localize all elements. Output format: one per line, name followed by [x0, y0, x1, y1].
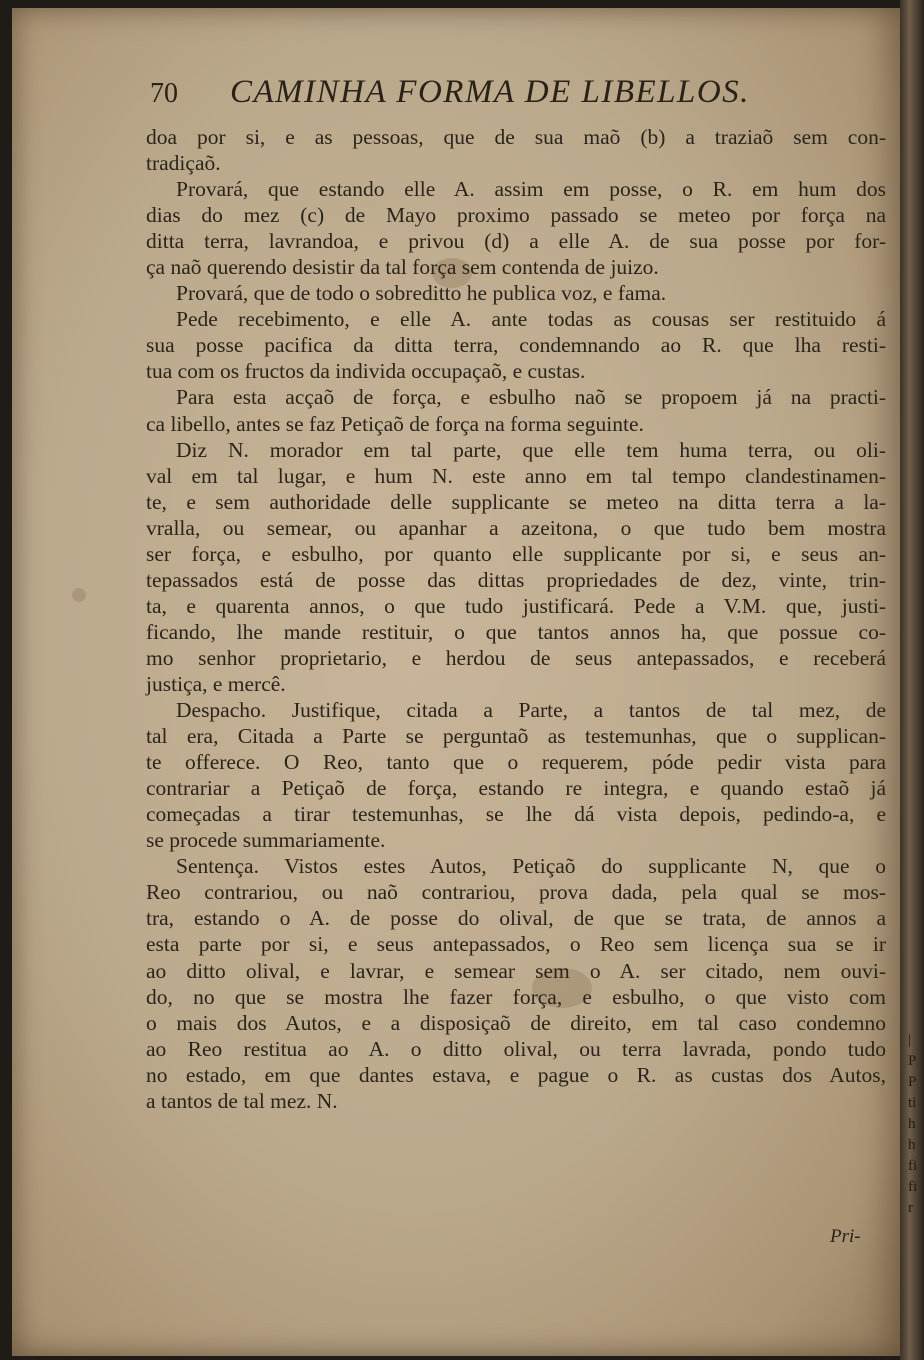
next-page-glyph: fi	[908, 1179, 918, 1195]
text-line: te offerece. O Reo, tanto que o requerem, póde pedir vista para	[146, 750, 886, 775]
text-line: começadas a tirar testemunhas, se lhe dá vista depois, pedindo-a, e	[146, 802, 886, 827]
text-line: se procede summariamente.	[146, 828, 386, 853]
page-header	[150, 74, 870, 118]
next-page-glyph: h	[908, 1137, 916, 1153]
text-line: a tantos de tal mez. N.	[146, 1088, 338, 1113]
text-line: tra, estando o A. de posse do olival, de que se trata, de annos a	[146, 906, 886, 931]
text-line: ficando, lhe mande restituir, o que tantos annos ha, que possue co-	[146, 619, 886, 644]
next-page-glyph: |	[908, 1032, 912, 1048]
text-line: te, e sem authoridade delle supplicante se meteo na ditta terra a la-	[146, 489, 886, 514]
next-page-glyph: P	[908, 1053, 917, 1069]
next-page-glyph: fi	[908, 1158, 918, 1174]
text-line: Reo contrariou, ou naõ contrariou, prova dada, pela qual se mos-	[146, 880, 886, 905]
text-line: Pede recebimento, e elle A. ante todas as cousas ser restituido á	[176, 307, 886, 332]
text-line: dias do mez (c) de Mayo proximo passado se meteo por força na	[146, 203, 886, 228]
text-line: Provará, que estando elle A. assim em posse, o R. em hum dos	[176, 177, 886, 202]
next-page-fragment	[908, 1030, 924, 1230]
next-page-glyph: ti	[908, 1095, 917, 1111]
running-title: CAMINHA FORMA DE LIBELLOS.	[230, 74, 750, 110]
text-line: Sentença. Vistos estes Autos, Petiçaõ do supplicante N, que o	[176, 854, 886, 879]
text-line: doa por si, e as pessoas, que de sua maõ (b) a traziaõ sem con-	[146, 125, 886, 149]
text-line: ta, e quarenta annos, o que tudo justificará. Pede a V.M. que, justi-	[146, 593, 886, 618]
text-line: val em tal lugar, e hum N. este anno em tal tempo clandestinamen-	[146, 463, 886, 488]
text-line: Provará, que de todo o sobreditto he publica voz, e fama.	[176, 281, 667, 306]
text-line: ca libello, antes se faz Petiçaõ de força na forma seguinte.	[146, 411, 644, 436]
text-line: esta parte por si, e seus antepassados, o Reo sem licença sua se ir	[146, 932, 886, 957]
text-line: tal era, Citada a Parte se perguntaõ as testemunhas, que o supplican-	[146, 724, 886, 749]
text-line: Despacho. Justifique, citada a Parte, a tantos de tal mez, de	[176, 698, 886, 723]
text-line: ao ditto olival, e lavrar, e semear sem o A. ser citado, nem ouvi-	[146, 958, 886, 983]
catchword: Pri-	[830, 1226, 861, 1247]
next-page-glyph: h	[908, 1116, 916, 1132]
page-number: 70	[150, 78, 178, 109]
text-line: Para esta acçaõ de força, e esbulho naõ se propoem já na practi-	[176, 385, 886, 410]
next-page-glyph: P	[908, 1074, 917, 1090]
text-line: do, no que se mostra lhe fazer força, e esbulho, o que visto com	[146, 984, 886, 1009]
text-line: tradiçaõ.	[146, 151, 221, 176]
text-line: Diz N. morador em tal parte, que elle tem huma terra, ou oli-	[176, 437, 886, 462]
text-line: ça naõ querendo desistir da tal força sem contenda de juizo.	[146, 255, 659, 280]
text-line: justiça, e mercê.	[146, 671, 286, 696]
ink-spot	[72, 588, 86, 602]
text-line: ao Reo restitua ao A. o ditto olival, ou terra lavrada, pondo tudo	[146, 1036, 886, 1061]
text-line: ditta terra, lavrandoa, e privou (d) a elle A. de sua posse por for-	[146, 229, 886, 254]
text-line: mo senhor proprietario, e herdou de seus antepassados, e receberá	[146, 645, 886, 670]
next-page-glyph: r	[908, 1200, 913, 1216]
text-line: vralla, ou semear, ou apanhar a azeitona, o que tudo bem mostra	[146, 515, 886, 540]
text-line: ser força, e esbulho, por quanto elle supplicante por si, e seus an-	[146, 541, 886, 566]
text-line: o mais dos Autos, e a disposiçaõ de direito, em tal caso condemno	[146, 1010, 886, 1035]
text-line: contrariar a Petiçaõ de força, estando re integra, e quando estaõ já	[146, 776, 886, 801]
body-text	[146, 124, 886, 1114]
text-line: sua posse pacifica da ditta terra, condemnando ao R. que lha resti-	[146, 333, 886, 358]
text-line: tepassados está de posse das dittas propriedades de dez, vinte, trin-	[146, 567, 886, 592]
text-line: no estado, em que dantes estava, e pague o R. as custas dos Autos,	[146, 1062, 886, 1087]
text-line: tua com os fructos da individa occupaçaõ, e custas.	[146, 359, 586, 384]
